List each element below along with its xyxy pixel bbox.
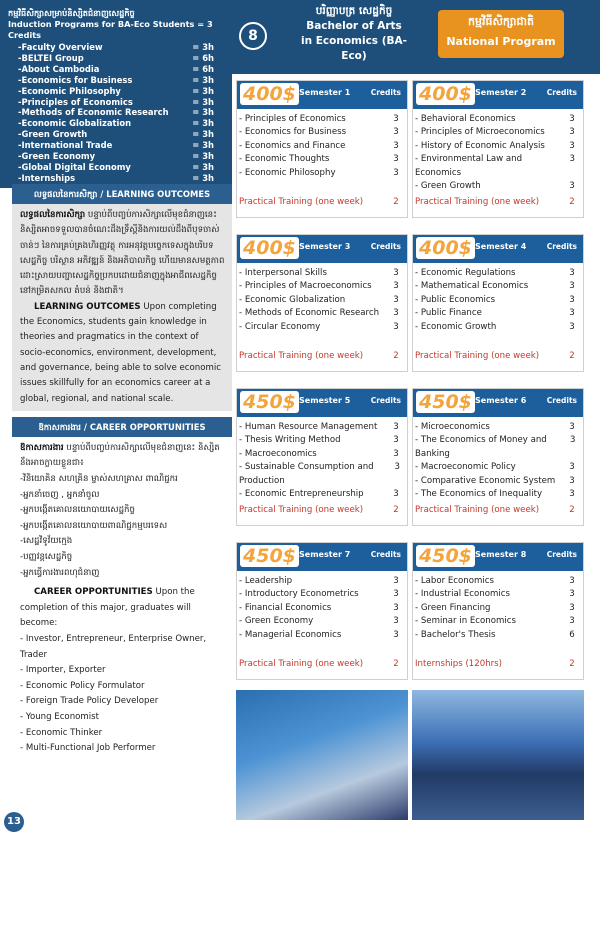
- induction-item-name: -Economic Philosophy: [18, 85, 121, 96]
- course-row: [239, 126, 403, 139]
- course-name: - The Economics of Inequality: [415, 489, 543, 500]
- course-row: [415, 434, 579, 461]
- course-row: [239, 113, 403, 126]
- course-row: [239, 140, 403, 153]
- course-credits: 6: [569, 629, 575, 640]
- career-item: - Economic Policy Formulator: [20, 680, 145, 691]
- course-name: - Sustainable Consumption and Production: [239, 462, 374, 486]
- induction-khmer: កម្មវិធីសិក្សាសម្រាប់និស្សិតជំនាញសេដ្ឋកិច្ច: [8, 8, 135, 18]
- semester-label: Semester 6: [475, 396, 527, 405]
- course-name: - Interpersonal Skills: [239, 268, 327, 278]
- course-credits: 3: [393, 140, 399, 151]
- course-credits: 3: [393, 154, 399, 165]
- course-credits: 3: [569, 281, 575, 292]
- photo-strip: [236, 690, 584, 820]
- course-list: [239, 267, 403, 334]
- induction-item: [0, 107, 232, 118]
- badge-en: National Program: [446, 35, 556, 48]
- course-credits: 3: [569, 589, 575, 600]
- induction-item: [0, 151, 232, 162]
- semester-label: Semester 4: [475, 242, 527, 251]
- course-name: - Economic Philosophy: [239, 167, 336, 178]
- practical-training-credits: 2: [393, 351, 399, 361]
- practical-training-label: Practical Training (one week): [415, 505, 540, 515]
- course-credits: 3: [569, 462, 575, 473]
- career-en-list: [20, 632, 226, 757]
- course-credits: 3: [393, 281, 399, 292]
- practical-training-label: Practical Training (one week): [239, 197, 364, 207]
- semester-label: Semester 3: [299, 242, 351, 251]
- course-name: - Principles of Macroeconomics: [239, 281, 372, 292]
- semester-card-header: [237, 235, 407, 263]
- tuition-price: 450$: [416, 545, 475, 567]
- induction-item-name: -Methods of Economic Research: [18, 107, 169, 118]
- induction-item-name: -About Cambodia: [18, 63, 100, 74]
- learning-outcomes-heading: លទ្ធផលនៃការសិក្សា / LEARNING OUTCOMES: [12, 184, 232, 204]
- semester-label: Semester 5: [299, 396, 351, 405]
- course-credits: 3: [393, 422, 399, 432]
- career-item: -វិនិយោគិន សហគ្រិន ម្ចាស់សហគ្រាស ពាណិជ្ជករ: [20, 474, 178, 485]
- course-credits: 3: [569, 321, 575, 332]
- semester-card-header: [413, 389, 583, 417]
- course-row: [415, 588, 579, 601]
- semester-label: Semester 7: [299, 550, 351, 559]
- course-name: - Comparative Economic System: [415, 475, 556, 486]
- induction-item-name: -Global Digital Economy: [18, 161, 131, 172]
- semester-card-header: [413, 235, 583, 263]
- course-row: [239, 629, 403, 642]
- course-row: [415, 126, 579, 139]
- course-name: - Environmental Law and Economics: [415, 154, 523, 178]
- practical-training-label: Practical Training (one week): [239, 351, 364, 361]
- course-name: - Thesis Writing Method: [239, 435, 341, 446]
- credits-label: Credits: [546, 88, 577, 97]
- course-credits: 3: [393, 602, 399, 613]
- induction-item-name: -Economics for Business: [18, 74, 133, 85]
- semester-label: Semester 2: [475, 88, 527, 97]
- graduation-photo: [236, 690, 408, 820]
- practical-training-label: Practical Training (one week): [239, 659, 364, 669]
- semester-card: [236, 234, 408, 372]
- course-credits: 3: [569, 114, 575, 124]
- course-name: - Behavioral Economics: [415, 114, 516, 124]
- course-row: [239, 280, 403, 293]
- course-name: - The Economics of Money and Banking: [415, 435, 547, 459]
- induction-item-hours: = 3h: [192, 118, 214, 129]
- course-row: [415, 629, 579, 642]
- course-row: [239, 602, 403, 615]
- course-credits: 3: [393, 616, 399, 627]
- semester-card-header: [413, 81, 583, 109]
- course-credits: 3: [569, 576, 575, 586]
- semester-card-header: [237, 389, 407, 417]
- course-name: - Economic Globalization: [239, 294, 346, 305]
- course-row: [415, 140, 579, 153]
- course-name: - Principles of Economics: [239, 114, 346, 124]
- program-number-badge: 8: [239, 22, 267, 50]
- career-en-intro: CAREER OPPORTUNITIES Upon the completion of this major, graduates will become:: [20, 587, 195, 629]
- course-name: - Circular Economy: [239, 321, 321, 332]
- induction-item-hours: = 3h: [192, 42, 214, 52]
- course-name: - Methods of Economic Research: [239, 308, 380, 319]
- course-row: [239, 588, 403, 601]
- course-row: [239, 307, 403, 320]
- induction-item-name: -Faculty Overview: [18, 42, 103, 52]
- course-name: - Industrial Economics: [415, 589, 510, 600]
- course-row: [415, 113, 579, 126]
- semester-card: [412, 80, 584, 218]
- course-name: - Microeconomics: [415, 422, 490, 432]
- course-credits: 3: [394, 462, 400, 473]
- induction-item-name: -International Trade: [18, 140, 113, 151]
- course-credits: 3: [569, 616, 575, 627]
- course-list: [415, 421, 579, 501]
- course-name: - Principles of Microeconomics: [415, 127, 545, 138]
- course-list: [239, 575, 403, 642]
- course-row: [415, 267, 579, 280]
- course-row: [239, 321, 403, 334]
- course-credits: 3: [569, 181, 575, 192]
- course-row: [239, 167, 403, 180]
- course-row: [415, 615, 579, 628]
- course-credits: 3: [569, 127, 575, 138]
- course-name: - Economic Growth: [415, 321, 497, 332]
- career-item: -អ្នកបង្កើតគោលនយោបាយពាណិជ្ជកម្មបរទេស: [20, 520, 168, 531]
- course-row: [415, 421, 579, 434]
- course-credits: 3: [569, 475, 575, 486]
- course-name: - Leadership: [239, 576, 293, 586]
- career-khmer-intro: ឱកាសការងារ បន្ទាប់ពីបញ្ចប់ការសិក្សាលើមុខជំនាញនេះ និស្សិតនឹងអាចក្លាយខ្លួនជា៖: [20, 442, 220, 469]
- induction-item-name: -Green Growth: [18, 129, 88, 140]
- career-item: - Importer, Exporter: [20, 665, 106, 676]
- course-credits: 3: [393, 294, 399, 305]
- course-row: [415, 180, 579, 193]
- practical-training-credits: 2: [393, 505, 399, 515]
- induction-item: [0, 42, 232, 53]
- course-row: [415, 602, 579, 615]
- practical-training-row: [239, 351, 403, 361]
- course-credits: 3: [393, 321, 399, 332]
- course-name: - Economics and Finance: [239, 140, 346, 151]
- ceremony-photo: [412, 690, 584, 820]
- practical-training-row: [415, 351, 579, 361]
- course-credits: 3: [393, 448, 399, 459]
- course-credits: 3: [393, 127, 399, 138]
- course-row: [415, 307, 579, 320]
- induction-item: [0, 53, 232, 64]
- practical-training-row: [239, 659, 403, 669]
- course-name: - Economic Thoughts: [239, 154, 330, 165]
- induction-item-name: -BELTEI Group: [18, 52, 84, 63]
- course-row: [239, 267, 403, 280]
- course-row: [415, 461, 579, 474]
- career-item: - Multi-Functional Job Performer: [20, 743, 156, 754]
- credits-label: Credits: [370, 242, 401, 251]
- semester-label: Semester 8: [475, 550, 527, 559]
- tuition-price: 450$: [416, 391, 475, 413]
- practical-training-row: [415, 197, 579, 207]
- tuition-price: 400$: [240, 83, 299, 105]
- course-row: [239, 421, 403, 434]
- course-row: [415, 488, 579, 501]
- semester-card: [412, 388, 584, 526]
- career-item: -អ្នកនាំចេញ , អ្នកនាំចូល: [20, 489, 100, 500]
- practical-training-credits: 2: [569, 505, 575, 515]
- credits-label: Credits: [370, 550, 401, 559]
- practical-training-row: [415, 659, 579, 669]
- career-item: -បញ្ញវន្តសេដ្ឋកិច្ច: [20, 552, 73, 563]
- tuition-price: 450$: [240, 391, 299, 413]
- induction-item-hours: = 3h: [192, 172, 214, 183]
- degree-khmer: បរិញ្ញាបត្រ សេដ្ឋកិច្ច: [315, 5, 393, 17]
- induction-item: [0, 86, 232, 97]
- course-name: - Seminar in Economics: [415, 616, 516, 627]
- semester-card-header: [413, 543, 583, 571]
- semester-card: [236, 388, 408, 526]
- course-list: [239, 113, 403, 180]
- induction-item-hours: = 3h: [192, 151, 214, 162]
- induction-item: [0, 97, 232, 108]
- course-row: [415, 575, 579, 588]
- semester-card: [236, 80, 408, 218]
- credits-label: Credits: [546, 396, 577, 405]
- career-opportunities-box: [12, 437, 232, 761]
- course-name: - Economics for Business: [239, 127, 347, 138]
- credits-label: Credits: [546, 550, 577, 559]
- learning-khmer-text: លទ្ធផលនៃការសិក្សា បន្ទាប់ពីបញ្ចប់ការសិក្សាលើមុខជំនាញនេះនិស្សិតអាចទទួលបានចំណេះដឹងទ្រឹស្តីនិងការយល់ដឹងពីបុទចាស់ចាន់ៗ នៃការគ្រប់គ្រងហិរញ្ញវត្ថុ ការអនុវត្តបច្ចេកទេសក្នុងបរិបទសេដ្ឋកិច្ច បរិស្ថាន អភិវឌ្ឍន៍ និងអភិបាលកិច្ច ហើយមានសមត្ថភាពដោះស្រាយបញ្ហាសេដ្ឋកិច្ចប្រកបដោយជំនាញក្នុងអាជីពសេដ្ឋកិច្ចនៅកម្រិតសកល តំបន់ និងជាតិ។: [20, 210, 225, 297]
- practical-training-credits: 2: [569, 197, 575, 207]
- course-credits: 3: [393, 308, 399, 319]
- course-row: [239, 153, 403, 166]
- tuition-price: 450$: [240, 545, 299, 567]
- course-credits: 3: [569, 140, 575, 151]
- course-name: - Financial Economics: [239, 602, 332, 613]
- course-name: - Green Growth: [415, 181, 481, 192]
- induction-item-name: -Green Economy: [18, 151, 96, 162]
- tuition-price: 400$: [416, 83, 475, 105]
- course-list: [415, 267, 579, 334]
- career-item: - Economic Thinker: [20, 727, 103, 738]
- course-credits: 3: [393, 489, 399, 500]
- practical-training-label: Internships (120hrs): [415, 659, 503, 669]
- semester-card-header: [237, 543, 407, 571]
- course-row: [239, 434, 403, 447]
- course-name: - Economic Regulations: [415, 268, 516, 278]
- course-credits: 3: [393, 268, 399, 278]
- induction-list: [0, 42, 232, 188]
- course-credits: 3: [569, 489, 575, 500]
- credits-label: Credits: [370, 396, 401, 405]
- course-row: [415, 153, 579, 180]
- degree-en-line1: Bachelor of Arts: [306, 20, 402, 32]
- degree-en-line2: in Economics (BA-Eco): [301, 35, 407, 62]
- semester-label: Semester 1: [299, 88, 351, 97]
- course-row: [239, 615, 403, 628]
- course-name: - Public Finance: [415, 308, 482, 319]
- induction-heading: [8, 8, 228, 41]
- induction-item: [0, 129, 232, 140]
- course-name: - Managerial Economics: [239, 629, 342, 640]
- tuition-price: 400$: [416, 237, 475, 259]
- induction-item-hours: = 3h: [192, 74, 214, 85]
- practical-training-label: Practical Training (one week): [415, 197, 540, 207]
- career-khmer-list: [20, 472, 226, 581]
- induction-item-hours: = 6h: [192, 52, 214, 63]
- induction-item: [0, 118, 232, 129]
- induction-item-name: -Economic Globalization: [18, 118, 132, 129]
- course-list: [415, 113, 579, 193]
- practical-training-row: [239, 505, 403, 515]
- page-number: 13: [4, 812, 24, 832]
- course-name: - Labor Economics: [415, 576, 494, 586]
- career-opportunities-heading: ឱកាសការងារ / CAREER OPPORTUNITIES: [12, 417, 232, 437]
- tuition-price: 400$: [240, 237, 299, 259]
- course-name: - Macroeconomic Policy: [415, 462, 516, 473]
- course-name: - History of Economic Analysis: [415, 140, 545, 151]
- course-name: - Green Economy: [239, 616, 314, 627]
- course-list: [239, 421, 403, 501]
- induction-item: [0, 75, 232, 86]
- career-item: -អ្នកបង្កើតគោលនយោបាយសេដ្ឋកិច្ច: [20, 505, 135, 516]
- practical-training-credits: 2: [569, 351, 575, 361]
- course-list: [415, 575, 579, 642]
- semester-card: [412, 542, 584, 680]
- course-credits: 3: [569, 294, 575, 305]
- semester-card: [236, 542, 408, 680]
- course-credits: 3: [393, 167, 399, 178]
- course-credits: 3: [393, 435, 399, 446]
- induction-item: [0, 162, 232, 173]
- national-program-badge: [438, 10, 564, 58]
- induction-item-hours: = 3h: [192, 129, 214, 140]
- induction-item-hours: = 3h: [192, 107, 214, 118]
- course-credits: 3: [569, 422, 575, 432]
- course-row: [415, 321, 579, 334]
- course-credits: 3: [393, 589, 399, 600]
- course-credits: 3: [569, 154, 575, 165]
- career-item: -អ្នកធ្វើការងារពហុជំនាញ: [20, 567, 100, 578]
- career-item: - Foreign Trade Policy Developer: [20, 696, 159, 707]
- practical-training-credits: 2: [393, 659, 399, 669]
- course-row: [415, 280, 579, 293]
- course-credits: 3: [393, 114, 399, 124]
- career-item: - Investor, Entrepreneur, Enterprise Owner, Trader: [20, 633, 207, 660]
- course-credits: 3: [569, 602, 575, 613]
- induction-item-hours: = 3h: [192, 96, 214, 107]
- practical-training-credits: 2: [569, 659, 575, 669]
- badge-khmer: កម្មវិធីសិក្សាជាតិ: [468, 15, 534, 28]
- practical-training-label: Practical Training (one week): [415, 351, 540, 361]
- course-name: - Bachelor's Thesis: [415, 629, 496, 640]
- course-row: [239, 575, 403, 588]
- learning-outcomes-box: [12, 204, 232, 411]
- induction-item-hours: = 3h: [192, 161, 214, 172]
- course-credits: 3: [569, 268, 575, 278]
- induction-item-hours: = 3h: [192, 85, 214, 96]
- practical-training-credits: 2: [393, 197, 399, 207]
- induction-item-name: -Principles of Economics: [18, 96, 133, 107]
- induction-title: Induction Programs for BA-Eco Students = 3 Credits: [8, 19, 213, 40]
- course-row: [239, 488, 403, 501]
- credits-label: Credits: [546, 242, 577, 251]
- course-row: [239, 448, 403, 461]
- course-name: - Introductory Econometrics: [239, 589, 359, 600]
- induction-item-hours: = 3h: [192, 140, 214, 151]
- practical-training-row: [415, 505, 579, 515]
- career-item: -សេដ្ឋវិទូវ័យក្មេង: [20, 536, 73, 547]
- course-credits: 3: [570, 435, 576, 446]
- semester-card: [412, 234, 584, 372]
- course-credits: 3: [569, 308, 575, 319]
- course-row: [239, 294, 403, 307]
- course-credits: 3: [393, 629, 399, 640]
- left-column: [12, 180, 232, 930]
- course-name: - Public Economics: [415, 294, 496, 305]
- course-name: - Mathematical Economics: [415, 281, 529, 292]
- course-row: [239, 461, 403, 488]
- course-row: [415, 475, 579, 488]
- degree-title: [290, 4, 418, 64]
- induction-item-hours: = 6h: [192, 63, 214, 74]
- induction-item: [0, 64, 232, 75]
- course-name: - Economic Entrepreneurship: [239, 489, 364, 500]
- course-name: - Macroeconomics: [239, 448, 317, 459]
- course-name: - Green Financing: [415, 602, 491, 613]
- practical-training-label: Practical Training (one week): [239, 505, 364, 515]
- learning-en-text: LEARNING OUTCOMES Upon completing the Economics, students gain knowledge in theories and pragmatics in the context of socio-economics, environment, development, and governance, being able to solve economic issues skillfully for an economics career at a global, regional, and national scale.: [20, 301, 221, 404]
- induction-item-name: -Internships: [18, 172, 76, 183]
- course-credits: 3: [393, 576, 399, 586]
- practical-training-row: [239, 197, 403, 207]
- induction-item: [0, 140, 232, 151]
- semester-card-header: [237, 81, 407, 109]
- course-name: - Human Resource Management: [239, 422, 378, 432]
- career-item: - Young Economist: [20, 711, 100, 722]
- credits-label: Credits: [370, 88, 401, 97]
- course-row: [415, 294, 579, 307]
